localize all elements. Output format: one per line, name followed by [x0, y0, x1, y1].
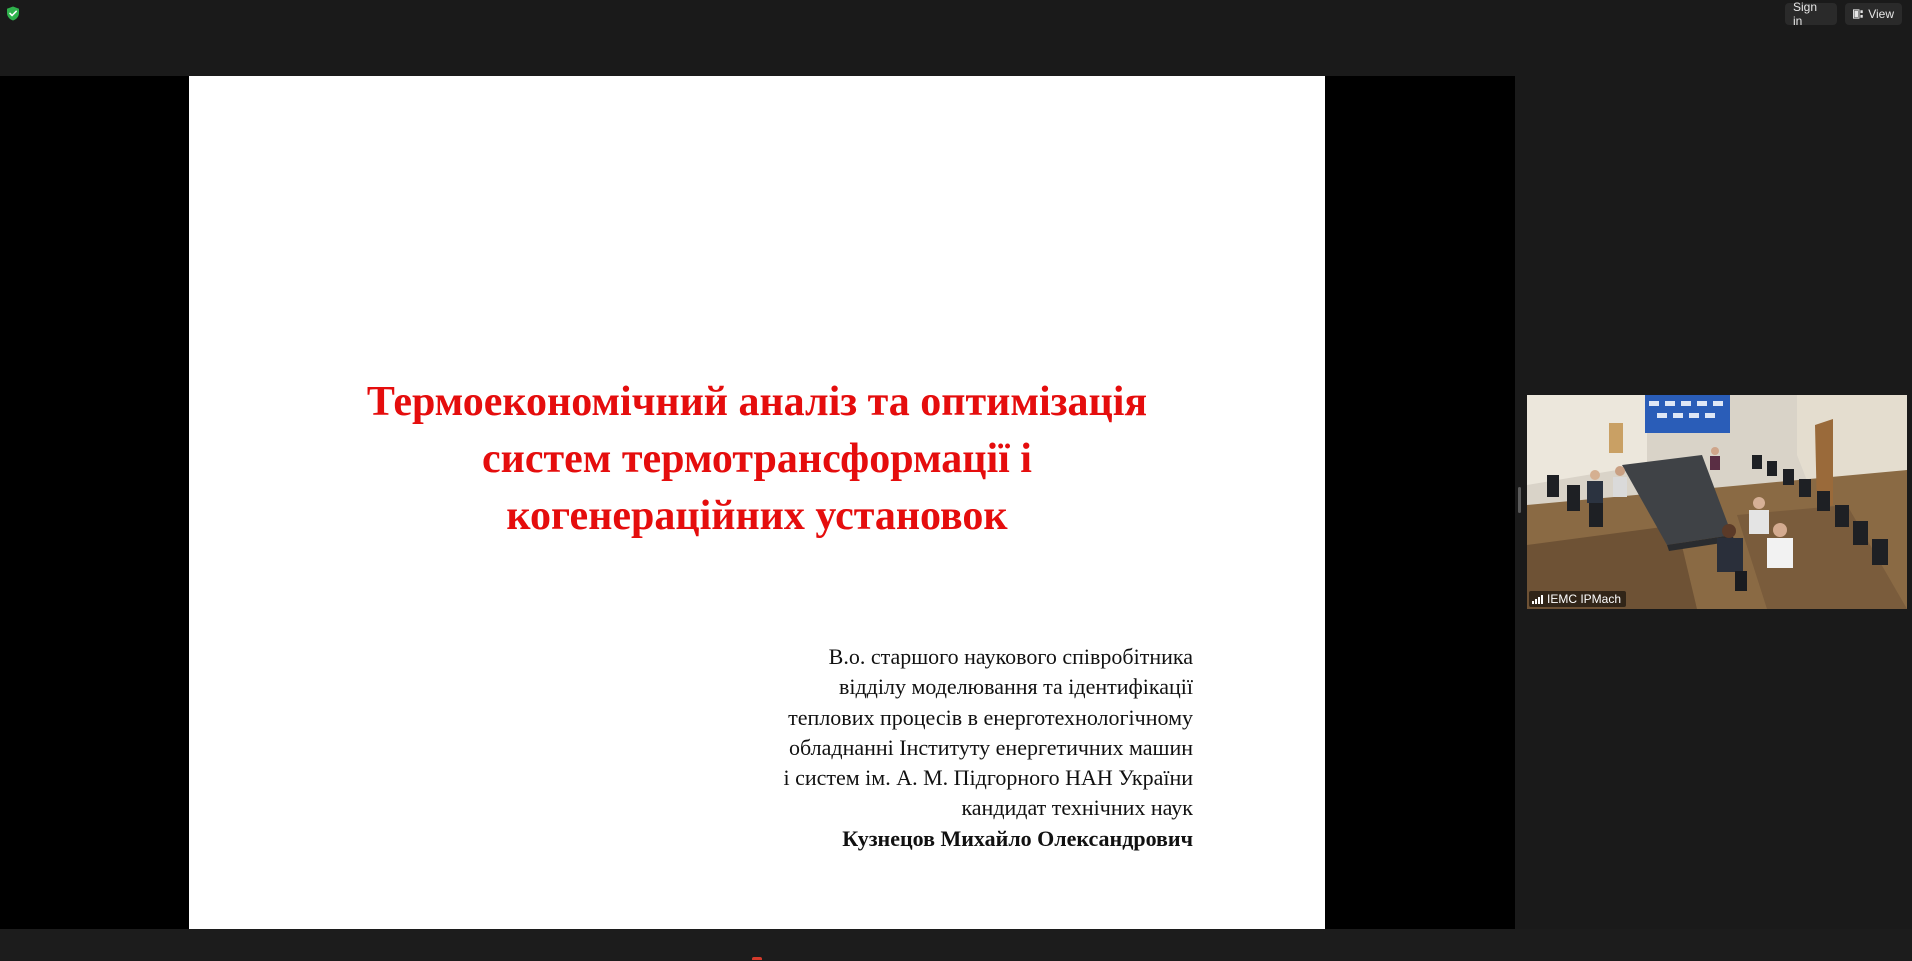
participant-video-tile[interactable] [1527, 395, 1907, 609]
panel-resize-handle[interactable] [1518, 487, 1521, 513]
top-bar [0, 0, 1912, 28]
view-label: View [1868, 7, 1894, 21]
slide-title-line: когенераційних установок [506, 493, 1008, 539]
author-line: обладнанні Інституту енергетичних машин [788, 734, 1193, 760]
meeting-controls-bar[interactable] [0, 929, 1912, 961]
participant-name: IEMC IPMach [1547, 592, 1622, 606]
presentation-slide [189, 76, 1325, 929]
slide-title-line: систем термотрансформації і [482, 436, 1032, 482]
slide-author-block [783, 642, 1193, 854]
slide-title-line: Термоекономічний аналіз та оптимізація [366, 379, 1148, 425]
view-layout-icon [1853, 9, 1863, 19]
author-name: Кузнецов Михайло Олександрович [842, 825, 1193, 851]
view-button[interactable] [1845, 3, 1902, 25]
screen-share-area[interactable] [0, 76, 1515, 929]
author-line: відділу моделювання та ідентифікації [838, 674, 1193, 700]
author-line: і систем ім. А. М. Підгорного НАН України [783, 765, 1193, 791]
participant-nameplate [1529, 591, 1626, 607]
signal-strength-icon [1532, 595, 1543, 604]
author-line: кандидат технічних наук [961, 795, 1193, 821]
shield-check-icon[interactable] [6, 6, 20, 21]
author-line: В.о. старшого наукового співробітника [828, 644, 1193, 669]
conference-room-video [1527, 395, 1907, 609]
notification-indicator [752, 957, 762, 960]
author-line: теплових процесів в енерготехнологічному [788, 704, 1193, 730]
slide-title [189, 374, 1325, 545]
sign-in-button[interactable] [1785, 0, 1837, 28]
sign-in-label: Sign in [1793, 0, 1818, 28]
